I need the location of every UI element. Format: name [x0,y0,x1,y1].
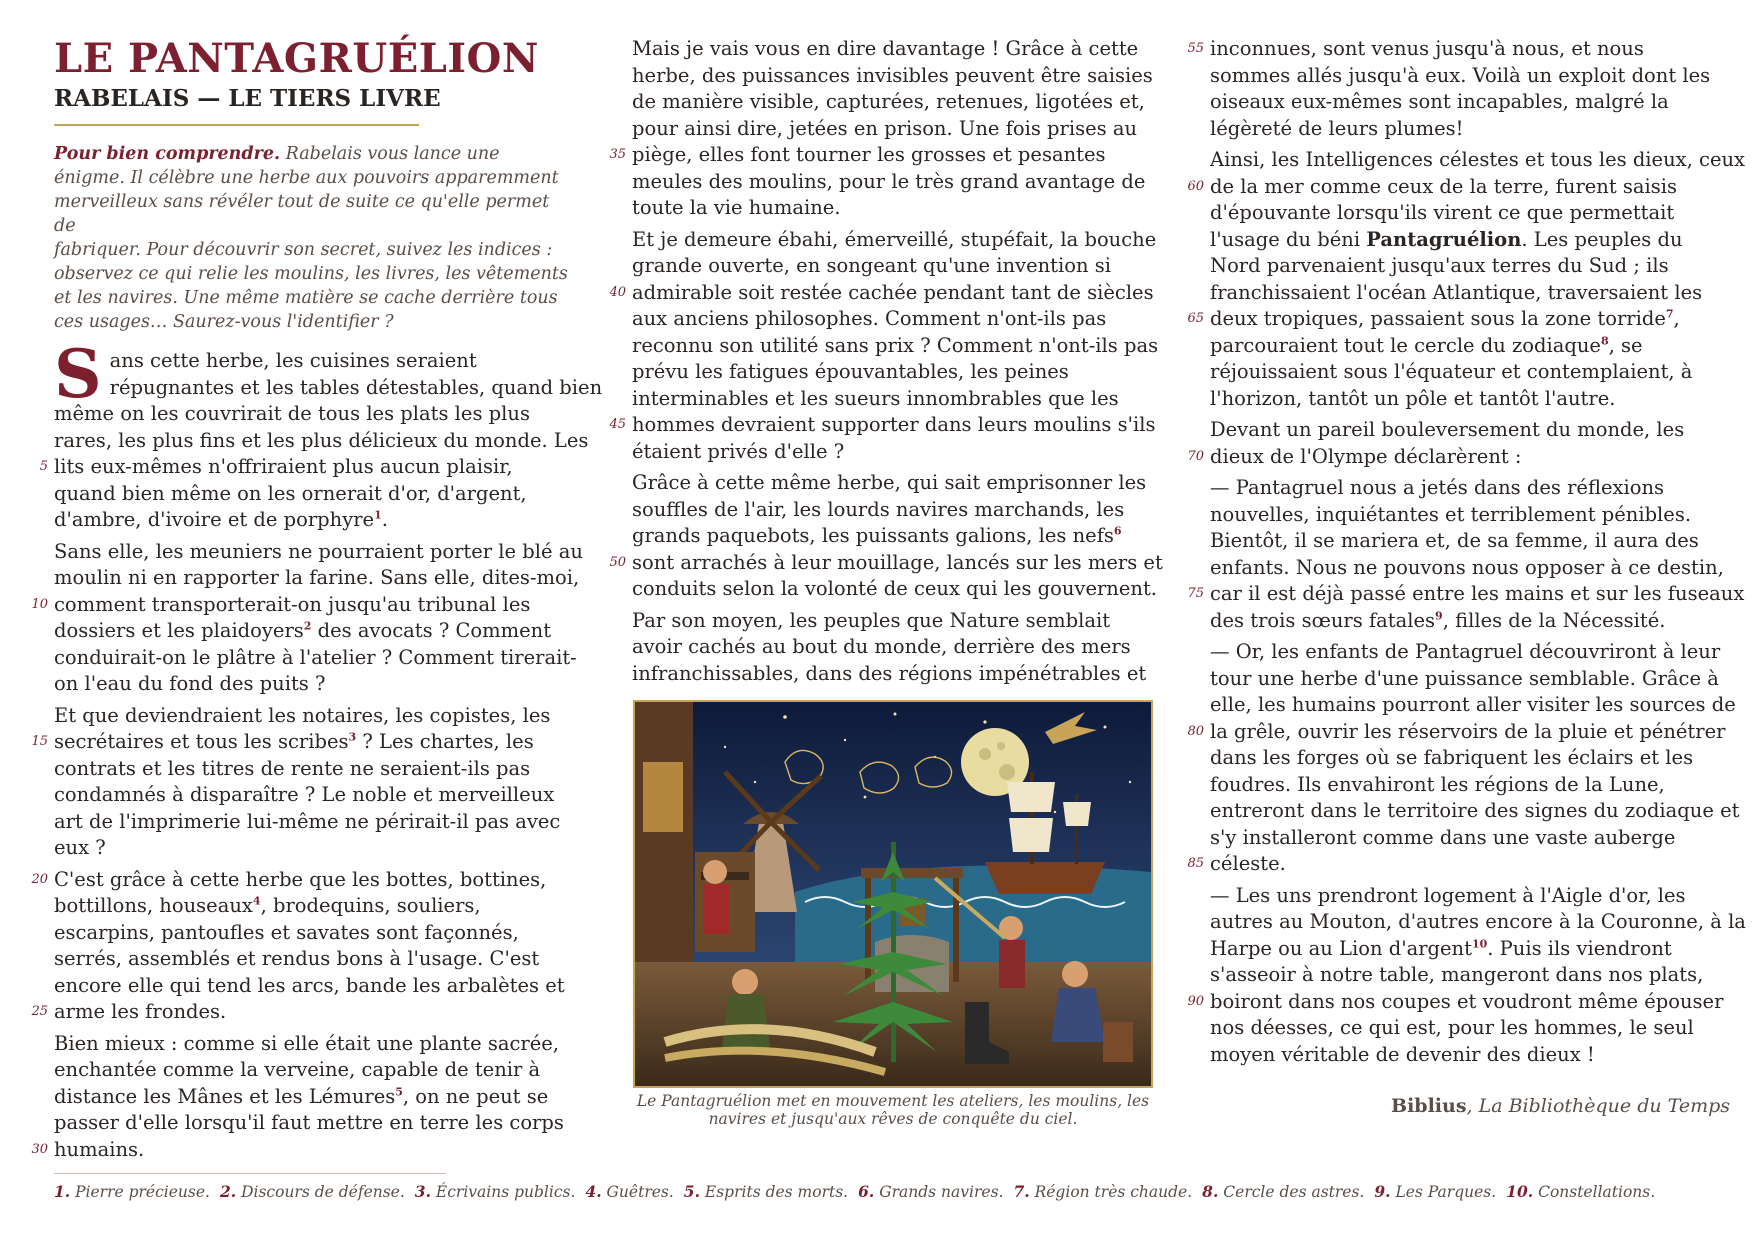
line-text: enchantée comme la verveine, capable de tenir à [54,1058,541,1081]
line-text: conduirait-on le plâtre à l'atelier ? Comment tirerait- [54,645,577,669]
paragraph [39,335,603,534]
line-text: herbe, des puissances invisibles peuvent être saisies [632,63,1153,87]
intro-lead: Pour bien comprendre. [54,144,281,164]
line-text: Harpe ou au Lion d'argent [1210,936,1472,960]
text-line [609,550,1163,577]
text-line [632,63,1156,90]
line-text: infranchissables, dans des régions impénétrables et [632,661,1147,685]
paragraph [31,1031,574,1164]
line-text-after: ? Les chartes, les [356,730,534,753]
press-worker [695,852,755,952]
text-line [1210,825,1730,852]
text-line [1187,989,1730,1016]
text-line [1210,666,1730,693]
text-line [1210,417,1730,444]
text-line [54,973,574,1000]
paragraph [1187,147,1746,412]
text-line [632,576,1156,603]
line-text: oiseaux eux-mêmes sont incapables, malgré la [1210,90,1669,113]
footnote-number: 4. [585,1182,602,1201]
line-text: nouvelles, inquiétantes et terriblement pénibles. [1210,502,1692,526]
line-number: 5 [39,459,48,474]
text-line [54,618,574,645]
line-text: Bientôt, il se mariera et, de sa femme, il aura des [1210,529,1699,552]
line-text: Et que deviendraient les notaires, les copistes, les [54,703,551,727]
text-line [54,703,574,730]
line-text: Devant un pareil bouleversement du monde, les [1210,418,1685,441]
text-line [632,89,1156,116]
footnote [1202,1183,1364,1201]
line-text: secrétaires et tous les scribes [54,730,349,753]
line-number: 55 [1187,41,1204,56]
text-line [632,386,1156,413]
text-line [632,333,1159,360]
line-text: contrats et les titres de rente ne seraient-ils pas [54,756,531,780]
line-text: nos déesses, ce qui est, pour les hommes, le seul [1210,1016,1694,1039]
line-text-after: . Puis ils viendront [1487,936,1672,960]
footnote-text: Écrivains publics. [435,1183,576,1201]
line-text: hommes devraient supporter dans leurs moulins s'ils [632,413,1156,436]
line-text: — Les uns prendront logement à l'Aigle d'or, les [1210,883,1686,907]
text-line [632,253,1156,280]
footnote [1013,1183,1192,1201]
text-line [31,867,574,894]
footnote [684,1183,848,1201]
text-line [54,539,583,566]
body-text-col3 [1187,36,1746,1068]
text-line [609,280,1156,307]
line-text: grands paquebots, les puissants galions, les nefs [632,524,1114,547]
footnotes [54,1182,1734,1201]
line-text: passer d'elle lorsqu'il faut mettre en terre les corps [54,1111,564,1134]
text-line [54,645,577,672]
line-text: meules des moulins, pour le très grand avantage de [632,169,1146,193]
text-line [1210,280,1730,307]
text-line [54,946,574,973]
footnote-marker: 6 [1113,524,1122,538]
line-text: interminables et les sueurs innombrables que les [632,386,1119,410]
line-text: répugnantes et les tables détestables, quand bien [109,375,603,399]
footnote-number: 5. [683,1182,700,1201]
footnote [220,1183,405,1201]
text-line [1187,36,1730,63]
text-line [54,1084,574,1111]
text-line [632,497,1156,524]
line-text: rares, les plus fins et les plus délicieux du monde. Les [54,428,589,452]
footnote-text: Discours de défense. [241,1183,405,1201]
footnote [415,1183,576,1201]
footnote-number: 6. [858,1182,875,1201]
footnote-text: Les Parques. [1395,1183,1497,1201]
intro-line: observez ce qui relie les moulins, les livres, les vêtements [54,264,568,284]
line-text-after: , on ne peut se [402,1084,549,1108]
paragraph [1187,475,1745,634]
line-text: Sans elle, les meuniers ne pourraient porter le blé au [54,539,583,563]
line-text: piège, elles font tourner les grosses et pesantes [632,143,1106,166]
line-text: conduits selon la volonté de ceux qui les gouvernent. [632,577,1157,600]
line-text: Mais je vais vous en dire davantage ! Grâce à cette [632,37,1139,60]
line-text: dieux de l'Olympe déclarèrent : [1210,444,1522,468]
line-text: lits eux-mêmes n'offriraient plus aucun plaisir, [54,455,513,478]
line-text: moyen véritable de devenir des dieux ! [1210,1042,1595,1066]
text-line [632,523,1156,550]
line-text: dans les forges où se fabriquent les éclairs et les [1210,746,1694,769]
text-line [1187,444,1730,471]
text-line [632,661,1156,688]
line-text: l'usage du béni [1210,227,1367,251]
signature-work: , La Bibliothèque du Temps [1466,1095,1730,1117]
line-text: étaient privés d'elle ? [632,439,845,463]
footnote-marker: 5 [395,1085,403,1098]
text-line [31,1137,574,1164]
line-text-after: , brodequins, souliers, [260,894,481,917]
footnote-text: Grands navires. [879,1183,1004,1201]
footnote-marker: 1 [374,508,382,522]
line-text: s'y installeront comme dans une vaste auberge [1210,825,1676,849]
footnote-text: Esprits des morts. [704,1183,849,1201]
text-line [609,412,1156,439]
text-line [54,920,574,947]
intro-line: énigme. Il célèbre une herbe aux pouvoirs apparemment [54,168,559,188]
text-line [1210,116,1730,143]
text-line [1210,502,1730,529]
line-number: 20 [31,871,48,887]
paragraph [1187,883,1746,1069]
line-text: de la mer comme ceux de la terre, furent saisis [1210,174,1678,198]
text-line [54,809,574,836]
line-number: 25 [31,1004,48,1019]
footnote-number: 7. [1013,1182,1030,1201]
line-text: souffles de l'air, les lourds navires marchands, les [632,497,1125,521]
paragraph [31,867,574,1026]
text-line [1210,359,1730,386]
line-text: Par son moyen, les peuples que Nature semblait [632,608,1111,632]
text-line [54,835,574,862]
line-text-after: des avocats ? Comment [311,619,552,642]
text-line [1210,227,1730,254]
text-line [1210,253,1730,280]
text-line [31,999,574,1026]
paragraph [609,227,1159,466]
line-text: sommes allés jusqu'à eux. Voilà un exploit dont les [1210,63,1711,87]
text-line [632,439,1156,466]
line-number: 80 [1187,723,1204,739]
text-line [1187,719,1730,746]
line-number: 75 [1187,586,1204,601]
line-text: légèreté de leurs plumes! [1210,116,1464,140]
signature-name: Biblius [1391,1095,1467,1117]
line-number: 45 [609,417,626,432]
text-line [1210,1015,1730,1042]
text-line [1210,883,1730,910]
footnote-marker: 4 [252,894,261,908]
paragraph [31,539,583,698]
text-line [1187,306,1730,333]
line-text: serrés, assemblés et rendus bons à l'usage. C'est [54,947,540,970]
text-line [632,608,1156,635]
footnote-marker: 7 [1665,307,1674,321]
paragraph [1187,417,1730,470]
line-text: des trois sœurs fatales [1210,608,1436,632]
line-number: 85 [1187,856,1204,871]
line-number: 65 [1187,311,1204,326]
line-text: aux anciens philosophes. Comment n'ont-ils pas [632,307,1107,330]
footnote-marker: 3 [348,730,357,744]
title-divider [54,124,419,126]
text-line [632,470,1156,497]
text-line [39,454,574,481]
footnote-text: Constellations. [1538,1183,1656,1201]
line-text: reconnu son utilité sans prix ? Comment n'ont-ils pas [632,333,1159,357]
text-line [632,359,1156,386]
line-text: grande ouverte, en songeant qu'une invention si [632,254,1111,277]
line-text: comment transporterait-on jusqu'au tribunal les [54,592,531,616]
intro-line: ces usages… Saurez-vous l'identifier ? [54,312,394,332]
footnote-number: 1. [54,1182,71,1201]
line-text: ans cette herbe, les cuisines seraient [109,349,477,372]
text-line [1210,745,1730,772]
line-text: autres au Mouton, d'autres encore à la Couronne, à la [1210,910,1746,933]
text-line [1210,1042,1730,1069]
paragraph [1187,36,1730,142]
line-number: 15 [31,734,48,749]
text-line [1187,174,1730,201]
text-line [1210,528,1730,555]
text-line [1187,851,1730,878]
text-line [54,671,574,698]
line-text: Et je demeure ébahi, émerveillé, stupéfait, la bouche [632,227,1157,251]
column-3 [1187,36,1746,1073]
illustration-art [635,702,1151,1086]
footnote-marker: 8 [1600,334,1609,347]
text-line [1210,475,1730,502]
text-line [1210,692,1736,719]
line-text: sont arrachés à leur mouillage, lancés sur les mers et [632,550,1163,574]
line-text: on l'eau du fond des puits ? [54,672,326,695]
line-text: d'ambre, d'ivoire et de porphyre [54,508,375,531]
line-text: toute la vie humaine. [632,196,841,219]
line-text: dossiers et les plaidoyers [54,619,304,642]
text-line [1210,63,1730,90]
text-line [54,1031,574,1058]
line-text: humains. [54,1137,145,1161]
line-text: eux ? [54,836,106,859]
text-line [1210,798,1740,825]
footnote-text: Cercle des astres. [1223,1183,1365,1201]
line-text: elle, les humains pourront aller visiter les sources de [1210,693,1736,716]
line-text: art de l'imprimerie lui-même ne périrait-il pas avec [54,809,561,833]
text-line [1187,581,1745,608]
line-text: pour ainsi dire, jetées en prison. Une fois prises au [632,116,1138,140]
paragraph [31,703,574,862]
line-text-after: . Les peuples du [1521,227,1683,251]
text-line [1210,936,1730,963]
text-line [1210,89,1730,116]
line-text: quand bien même on les ornerait d'or, d'argent, [54,481,527,505]
text-line [632,36,1156,63]
footnote [1506,1183,1655,1201]
line-text: Nord parvenaient jusqu'aux terres du Sud ; ils [1210,254,1669,277]
paragraph [632,608,1156,688]
text-line [1210,639,1730,666]
text-line [54,893,574,920]
line-text: l'horizon, tantôt un pôle et tantôt l'autre. [1210,386,1616,410]
body-text-col2 [609,36,1163,687]
column-2 [609,36,1163,692]
line-text: même on les couvrirait de tous les plats les plus [54,402,530,425]
footnote [54,1183,210,1201]
text-line [54,1057,574,1084]
intro-line: et les navires. Une même matière se cache derrière tous [54,288,558,308]
line-text: Bien mieux : comme si elle était une plante sacrée, [54,1031,559,1055]
text-line [1210,200,1730,227]
line-number: 60 [1187,178,1204,194]
text-line [1210,909,1746,936]
footnote-text: Région très chaude. [1034,1183,1193,1201]
line-text: bottillons, houseaux [54,894,253,917]
footnote [858,1183,1003,1201]
text-line [1210,333,1730,360]
line-text: inconnues, sont venus jusqu'à nous, et nous [1210,37,1644,60]
line-number: 90 [1187,993,1204,1009]
line-text: — Or, les enfants de Pantagruel découvriront à leur [1210,640,1721,663]
footnote-number: 2. [219,1182,237,1201]
column-1 [31,35,603,1168]
intro-box [54,142,574,334]
text-line [54,756,574,783]
text-line [632,306,1156,333]
text-line [1210,608,1730,635]
line-number: 50 [609,554,626,570]
line-text: Grâce à cette même herbe, qui sait emprisonner les [632,471,1147,494]
footnote-text: Guêtres. [606,1183,674,1201]
line-text: prévu les fatigues épouvantables, les peines [632,360,1069,383]
text-line [1210,772,1730,799]
line-number: 40 [609,284,626,300]
body-text-col1 [31,335,603,1163]
text-line [54,375,603,402]
keyword: Pantagruélion [1366,227,1522,251]
text-line [54,481,574,508]
footnote-text: Pierre précieuse. [75,1183,210,1201]
intro-line: merveilleux sans révéler tout de suite ce qu'elle permet de [54,192,550,236]
line-text: céleste. [1210,852,1286,875]
line-text: Ainsi, les Intelligences célestes et tous les dieux, ceux [1210,148,1746,171]
text-line [54,428,589,455]
text-line [1210,555,1730,582]
line-text: d'épouvante lorsqu'ils virent ce que permettait [1210,201,1675,224]
line-text: arme les frondes. [54,1000,227,1023]
illustration [633,700,1153,1088]
line-text: car il est déjà passé entre les mains et sur les fuseaux [1210,582,1745,605]
footnote-divider [54,1173,446,1174]
line-text: enfants. Nous ne pouvons nous opposer à ce destin, [1210,555,1724,579]
text-line [54,565,580,592]
line-text: de manière visible, capturées, retenues, ligotées et, [632,90,1145,113]
line-text: franchissaient l'océan Atlantique, traversaient les [1210,280,1703,304]
signature [1210,1095,1730,1117]
footnote [585,1183,673,1201]
line-text: boiront dans nos coupes et voudront même épouser [1210,989,1724,1013]
paragraph [1187,639,1740,878]
intro-text: Rabelais vous lance une [280,144,500,164]
text-line [632,116,1156,143]
paragraph [609,36,1156,222]
text-line [632,195,1156,222]
drop-cap: S [54,335,102,413]
line-text: s'asseoir à notre table, mangeront dans nos plats, [1210,963,1704,986]
text-line [632,169,1156,196]
line-number: 30 [31,1141,48,1157]
text-line [632,634,1156,661]
paragraph [609,470,1163,603]
line-text: escarpins, pantoufles et savates sont façonnés, [54,920,519,944]
text-line [54,782,574,809]
line-text: admirable soit restée cachée pendant tant de siècles [632,280,1154,304]
footnote-number: 8. [1202,1182,1219,1201]
footnote-marker: 9 [1435,609,1443,622]
line-number: 10 [31,596,48,612]
line-number: 70 [1187,448,1204,464]
figure-caption: Le Pantagruélion met en mouvement les ateliers, les moulins, les navires et jusqu'aux rêves de conquête du ciel. [636,1092,1150,1128]
line-text: encore elle qui tend les arcs, bande les arbalètes et [54,973,565,997]
footnote-number: 10. [1506,1182,1534,1201]
line-text: entreront dans le territoire des signes du zodiaque et [1210,799,1740,822]
text-line [54,1110,574,1137]
text-line [1210,386,1730,413]
line-text: — Pantagruel nous a jetés dans des réflexions [1210,476,1665,499]
text-line [632,227,1156,254]
text-line [54,401,574,428]
page-title: LE PANTAGRUÉLION [54,35,539,82]
text-line [31,729,574,756]
line-text: réjouissaient sous l'équateur et contemplaient, à [1210,360,1693,383]
footnote-marker: 2 [303,619,312,633]
intro-line [54,142,574,166]
line-text: foudres. Ils envahiront les régions de la Lune, [1210,772,1665,796]
intro-line: fabriquer. Pour découvrir son secret, suivez les indices : [54,240,553,260]
line-text: distance les Mânes et les Lémures [54,1084,396,1108]
line-text-after: , [1673,307,1680,330]
line-text: avoir cachés au bout du monde, derrière des mers [632,635,1131,658]
text-line [609,142,1156,169]
line-text: moulin ni en rapporter la farine. Sans elle, dites-moi, [54,566,580,589]
footnote [1374,1183,1496,1201]
line-number: 35 [609,147,626,162]
footnote-marker: 10 [1471,937,1488,950]
line-text-after: . [381,508,388,531]
line-text: deux tropiques, passaient sous la zone torride [1210,307,1666,330]
line-text: la grêle, ouvrir les réservoirs de la pluie et pénétrer [1210,719,1726,743]
line-text: tour une herbe d'une puissance semblable. Grâce à [1210,666,1719,690]
footnote-number: 9. [1374,1182,1391,1201]
line-text: C'est grâce à cette herbe que les bottes, bottines, [54,867,547,891]
footnote-number: 3. [414,1182,431,1201]
line-text: condamnés à disparaître ? Le noble et merveilleux [54,783,555,806]
line-text: parcouraient tout le cercle du zodiaque [1210,333,1601,357]
text-line [1210,962,1730,989]
line-text-after: , se [1608,333,1643,357]
text-line [1210,147,1746,174]
page-subtitle: RABELAIS — LE TIERS LIVRE [54,85,441,112]
line-text-after: , filles de la Nécessité. [1442,608,1666,632]
text-line [31,592,574,619]
text-line [54,507,574,534]
